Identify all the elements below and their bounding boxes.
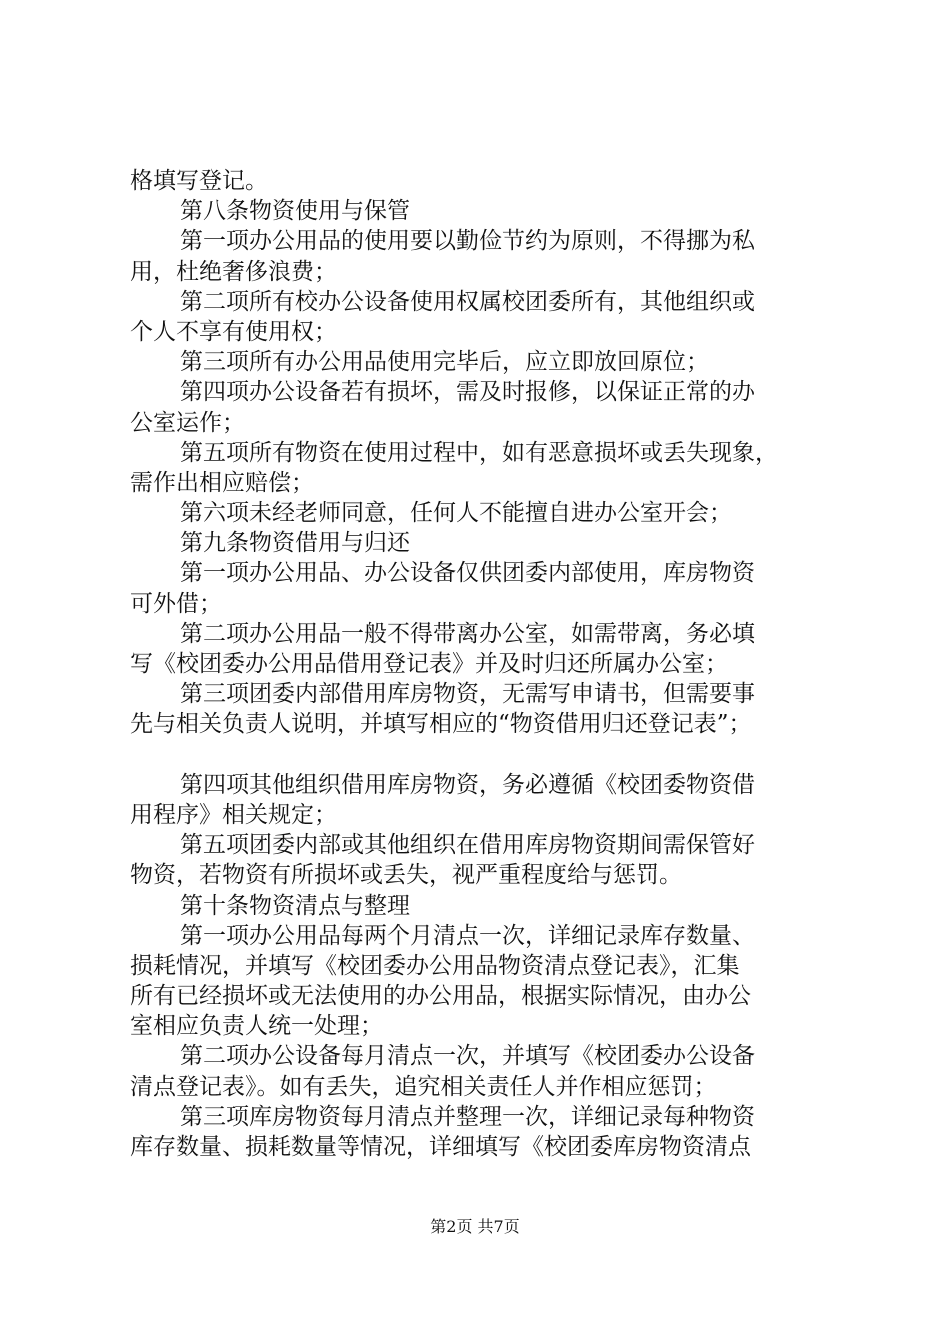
text-line: 库存数量、损耗数量等情况，详细填写《校团委库房物资清点 xyxy=(130,1134,751,1160)
text-line: 写《校团委办公用品借用登记表》并及时归还所属办公室； xyxy=(130,651,728,677)
text-line: 第三项团委内部借用库房物资，无需写申请书，但需要事 xyxy=(180,681,755,708)
text-line: 个人不享有使用权； xyxy=(130,318,337,345)
text-line: 第六项未经老师同意，任何人不能擅自进办公室开会； xyxy=(180,500,732,527)
text-line: 用程序》相关规定； xyxy=(130,801,337,828)
text-line: 第四项其他组织借用库房物资，务必遵循《校团委物资借 xyxy=(180,771,755,798)
text-line: 第一项办公用品、办公设备仅供团委内部使用，库房物资 xyxy=(180,560,755,587)
text-line: 第九条物资借用与归还 xyxy=(180,530,410,557)
text-line: 第三项所有办公用品使用完毕后，应立即放回原位； xyxy=(180,349,709,376)
text-line: 所有已经损坏或无法使用的办公用品，根据实际情况，由办公 xyxy=(130,983,751,1010)
text-line: 用，杜绝奢侈浪费； xyxy=(130,258,337,285)
text-line: 第三项库房物资每月清点并整理一次，详细记录每种物资 xyxy=(180,1103,755,1130)
text-line: 第二项所有校办公设备使用权属校团委所有，其他组织或 xyxy=(180,288,755,315)
document-body xyxy=(130,166,830,1162)
text-line: 先与相关负责人说明，并填写相应的“物资借用归还登记表”； xyxy=(130,711,752,738)
text-line: 第五项团委内部或其他组织在借用库房物资期间需保管好 xyxy=(180,832,755,859)
page-footer: 第2页 共7页 xyxy=(430,1217,520,1236)
text-line: 物资，若物资有所损坏或丢失，视严重程度给与惩罚。 xyxy=(130,862,682,889)
text-line: 需作出相应赔偿； xyxy=(130,469,314,496)
text-line: 清点登记表》。如有丢失，追究相关责任人并作相应惩罚； xyxy=(130,1073,717,1100)
text-line: 第五项所有物资在使用过程中，如有恶意损坏或丢失现象， xyxy=(180,439,778,466)
text-line: 室相应负责人统一处理； xyxy=(130,1013,383,1040)
text-line: 第二项办公用品一般不得带离办公室，如需带离，务必填 xyxy=(180,620,755,647)
text-line: 可外借； xyxy=(130,590,222,617)
text-line: 损耗情况，并填写《校团委办公用品物资清点登记表》，汇集 xyxy=(130,952,740,979)
text-line: 第八条物资使用与保管 xyxy=(180,198,410,225)
text-line: 第二项办公设备每月清点一次，并填写《校团委办公设备 xyxy=(180,1043,755,1070)
text-line: 第十条物资清点与整理 xyxy=(180,892,410,919)
text-line: 第一项办公用品每两个月清点一次，详细记录库存数量、 xyxy=(180,922,755,949)
blank-line xyxy=(130,740,830,770)
text-line: 格填写登记。 xyxy=(130,168,268,194)
text-line: 第一项办公用品的使用要以勤俭节约为原则，不得挪为私 xyxy=(180,228,755,255)
text-line: 公室运作； xyxy=(130,409,245,436)
text-line: 第四项办公设备若有损坏，需及时报修，以保证正常的办 xyxy=(180,379,755,406)
